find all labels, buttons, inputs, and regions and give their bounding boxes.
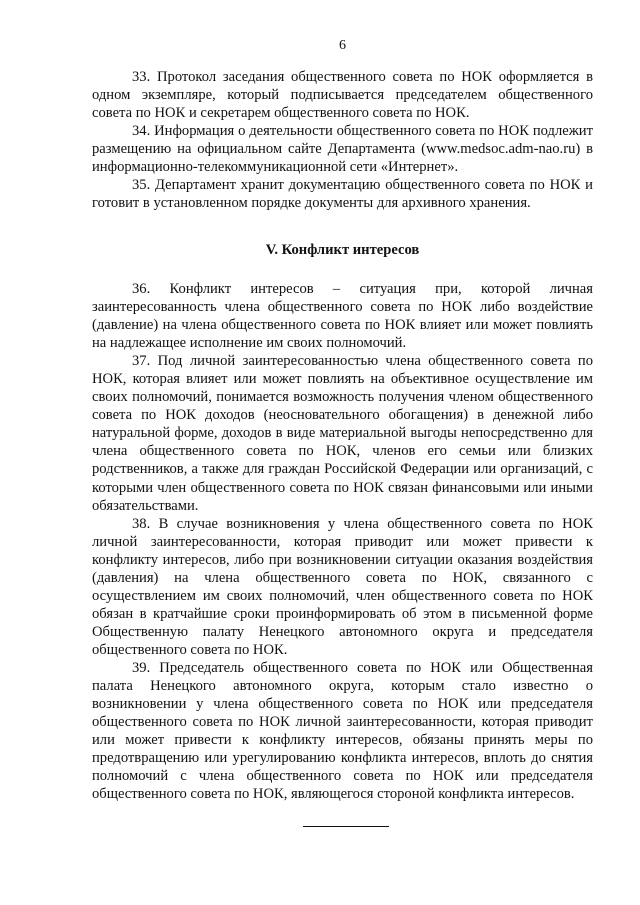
paragraph-37: 37. Под личной заинтересованностью члена общественного совета по НОК, которая влияет или может повлиять на объективное осуществление им своих полномочий, понимается возможность получения членом общественного совета по НОК доходов (неосновательного обогащения) в денежной либо натуральной форме, доходов в виде материальной выгоды непосредственно для члена общественного совета по НОК, членов его семьи или близких родственников, а также для граждан Российской Федерации или организаций, с которыми член общественного совета по НОК связан финансовыми или иными обязательствами. [92,353,593,514]
paragraph-35: 35. Департамент хранит документацию общественного совета по НОК и готовит в установленном порядке документы для архивного хранения. [92,177,593,212]
page-number: 6 [339,38,346,53]
section-organization-text [92,68,593,212]
section-heading: V. Конфликт интересов [265,242,420,258]
paragraph-39: 39. Председатель общественного совета по НОК или Общественная палата Ненецкого автономного округа, которым стало известно о возникновении у члена общественного совета по НОК или председателя общественного совета по НОК личной заинтересованности, которая приводит или может привести к конфликту интересов, обязаны принять меры по предотвращению или урегулированию конфликта интересов, вплоть до снятия полномочий с члена общественного совета по НОК или председателя общественного совета по НОК, являющегося стороной конфликта интересов. [92,659,593,803]
document-page [92,0,593,905]
section-conflict-of-interest-text [92,280,593,803]
paragraph-36: 36. Конфликт интересов – ситуация при, которой личная заинтересованность члена общественного совета по НОК либо воздействие (давление) на члена общественного совета по НОК влияет или может повлиять на надлежащее исполнение им своих полномочий. [92,281,593,352]
paragraph-38: 38. В случае возникновения у члена общественного совета по НОК личной заинтересованности, которая приводит или может привести к конфликту интересов, либо при возникновении ситуации оказания воздействия (давления) на члена общественного совета по НОК, связанного с осуществлением им своих полномочий, член общественного совета по НОК обязан в кратчайшие сроки проинформировать об этом в письменной форме Общественную палату Ненецкого автономного округа и председателя общественного совета по НОК. [92,515,593,658]
paragraph-33: 33. Протокол заседания общественного совета по НОК оформляется в одном экземпляре, который подписывается председателем общественного совета по НОК и секретарем общественного совета по НОК. [92,69,593,122]
paragraph-34: 34. Информация о деятельности общественного совета по НОК подлежит размещению на официальном сайте Департамента (www.medsoc.adm-nao.ru) в информационно-телекоммуникационной сети «Интернет». [92,123,593,176]
end-divider-line [303,826,389,827]
